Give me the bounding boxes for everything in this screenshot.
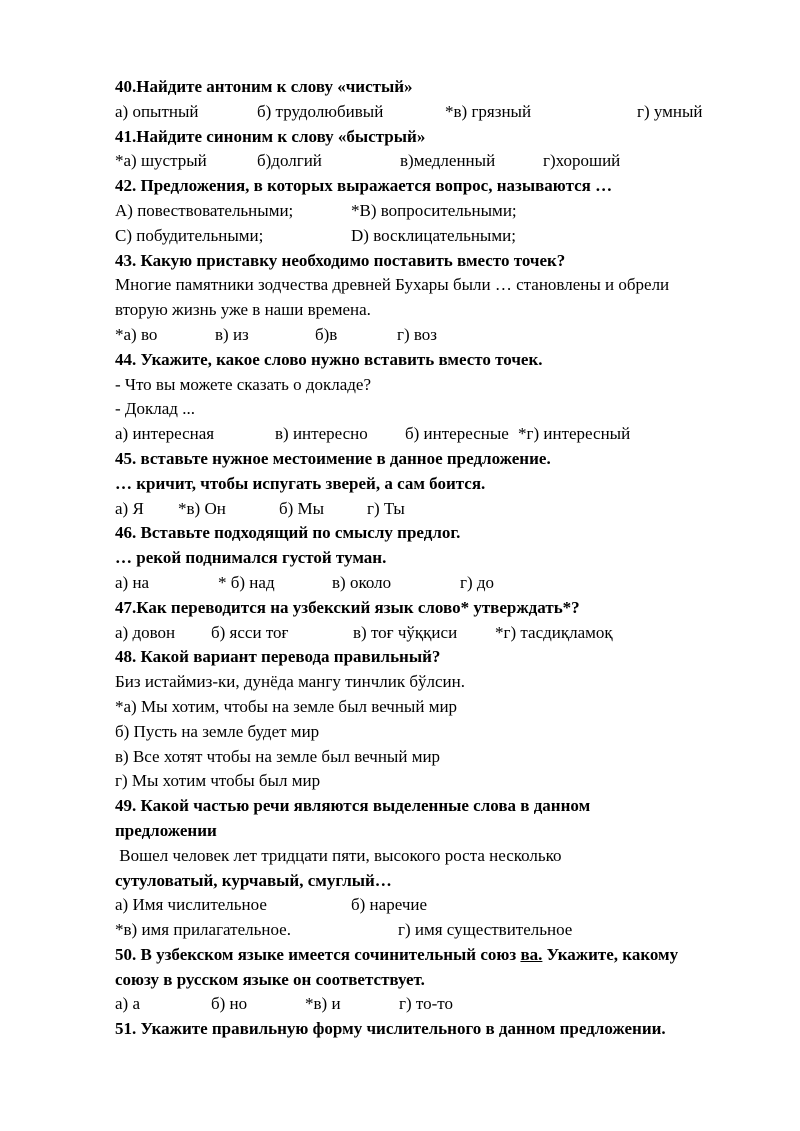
option-b: б) интересные — [405, 424, 509, 444]
question-43-title: 43. Какую приставку необходимо поставить вместо точек? — [115, 250, 566, 270]
question-44-options — [115, 422, 755, 447]
option-v: *в) и — [305, 994, 341, 1014]
question-44-text: - Доклад ... — [115, 399, 195, 419]
question-51-title: 51. Укажите правильную форму числительного в данном предложении. — [115, 1019, 666, 1039]
option-v: *в) грязный — [445, 101, 532, 121]
option-a: а) довон — [115, 622, 176, 642]
option-v: в) из — [215, 324, 249, 344]
question-46-sentence: … рекой поднимался густой туман. — [115, 548, 387, 568]
option-g: г) воз — [397, 324, 438, 344]
question-49-text: Вошел человек лет тридцати пяти, высокого роста несколько — [115, 845, 562, 865]
question-43-text: Многие памятники зодчества древней Бухары были … становлены и обрели — [115, 275, 670, 295]
option-a: а) Имя числительное — [115, 895, 267, 915]
question-42-title: 42. Предложения, в которых выражается вопрос, называются … — [115, 176, 613, 196]
question-41-title: 41.Найдите синоним к слову «быстрый» — [115, 126, 426, 146]
question-44-title: 44. Укажите, какое слово нужно вставить вместо точек. — [115, 349, 543, 369]
option-b: б) Пусть на земле будет мир — [115, 721, 320, 741]
option-b: * б) над — [218, 572, 275, 592]
question-40-options — [115, 100, 755, 125]
question-48-title: 48. Какой вариант перевода правильный? — [115, 647, 441, 667]
option-a: а) опытный — [115, 101, 199, 121]
question-47-options — [115, 621, 755, 646]
option-v: *в) имя прилагательное. — [115, 920, 291, 940]
question-45-title: 45. вставьте нужное местоимение в данное предложение. — [115, 448, 551, 468]
option-a: а) интересная — [115, 424, 215, 444]
option-b: б) Мы — [279, 498, 325, 518]
test-page — [115, 75, 755, 1042]
question-49-options-row1 — [115, 893, 755, 918]
option-a: а) Я — [115, 498, 144, 518]
question-43-text: вторую жизнь уже в наши времена. — [115, 300, 371, 320]
option-v: в)медленный — [400, 151, 496, 171]
option-a: *а) во — [115, 324, 158, 344]
question-45-sentence: … кричит, чтобы испугать зверей, а сам боится. — [115, 473, 486, 493]
option-b: *В) вопросительными; — [351, 200, 517, 220]
option-v: в) тоғ чўққиси — [353, 622, 458, 642]
question-45-options — [115, 497, 755, 522]
question-46-options — [115, 571, 755, 596]
question-42-options-row1 — [115, 199, 755, 224]
option-v: *в) Он — [178, 498, 226, 518]
question-50-title-end: Укажите, какому — [542, 944, 679, 964]
question-47-title: 47.Как переводится на узбекский язык слово* утверждать*? — [115, 597, 580, 617]
question-43-options — [115, 323, 755, 348]
option-a: *а) Мы хотим, чтобы на земле был вечный мир — [115, 696, 458, 716]
option-g: г)хороший — [543, 151, 621, 171]
option-b: б) но — [211, 994, 248, 1014]
question-49-highlighted-words: сутуловатый, курчавый, смуглый… — [115, 870, 392, 890]
option-b: б) трудолюбивый — [257, 101, 384, 121]
question-40-title: 40.Найдите антоним к слову «чистый» — [115, 77, 413, 96]
option-a: *а) шустрый — [115, 151, 207, 171]
option-b: б)в — [315, 324, 338, 344]
question-50-title — [115, 943, 755, 968]
option-g: г) Ты — [367, 498, 405, 518]
option-g: *г) интересный — [518, 424, 631, 444]
option-g: г) Мы хотим чтобы был мир — [115, 771, 321, 791]
option-c: С) побудительными; — [115, 225, 264, 245]
question-49-options-row2 — [115, 918, 755, 943]
option-g: г) умный — [637, 101, 703, 121]
question-42-options-row2 — [115, 224, 755, 249]
option-v: в) интересно — [275, 424, 368, 444]
question-41-options — [115, 149, 755, 174]
question-49-title-cont: предложении — [115, 820, 217, 840]
option-b: б) ясси тоғ — [211, 622, 289, 642]
option-a: а) а — [115, 994, 141, 1014]
option-d: D) восклицательными; — [351, 225, 516, 245]
question-50-conjunction: ва. — [520, 944, 543, 964]
question-50-title-cont: союзу в русском языке он соответствует. — [115, 969, 425, 989]
question-46-title: 46. Вставьте подходящий по смыслу предлог. — [115, 523, 461, 543]
option-g: г) то-то — [399, 994, 453, 1014]
option-g: *г) тасдиқламоқ — [495, 622, 613, 642]
question-50-title-start: 50. В узбекском языке имеется сочинительный союз — [115, 944, 521, 964]
question-50-options — [115, 992, 755, 1017]
option-g: г) до — [460, 572, 495, 592]
option-v: в) Все хотят чтобы на земле был вечный мир — [115, 746, 441, 766]
option-a: А) повествовательными; — [115, 200, 294, 220]
option-b: б)долгий — [257, 151, 322, 171]
option-a: а) на — [115, 572, 150, 592]
question-44-text: - Что вы можете сказать о докладе? — [115, 374, 372, 394]
option-b: б) наречие — [351, 895, 428, 915]
option-v: в) около — [332, 572, 392, 592]
question-48-text: Биз истаймиз-ки, дунёда мангу тинчлик бўлсин. — [115, 672, 465, 692]
question-49-title: 49. Какой частью речи являются выделенные слова в данном — [115, 796, 591, 816]
option-g: г) имя существительное — [398, 920, 573, 940]
